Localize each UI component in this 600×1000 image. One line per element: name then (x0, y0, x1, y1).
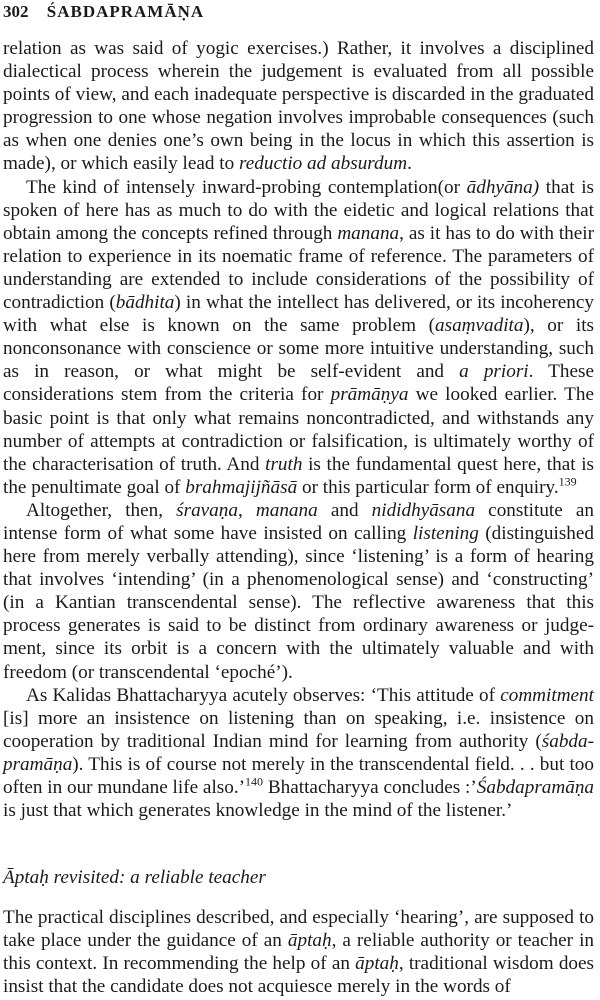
text-run: and (317, 499, 372, 521)
italic-term: śravaṇa (176, 499, 238, 521)
text-run: [is] more an insistence on listening than on speaking, i.e. insistence on cooperation by traditional Indian mind for learning from authority ( (3, 707, 594, 752)
italic-term: truth (265, 453, 303, 475)
text-run: ) in what the intellect has delivered, or its incoherency with what else is known on the same problem ( (3, 292, 594, 337)
italic-term: brahmajijñāsā (185, 476, 298, 498)
text-run: is the fundamental quest here, that is the penultimate goal of (3, 453, 594, 498)
text-run: relation as was said of yogic exercises.) Rather, it involves a disciplined dialectical process wherein the judgement is evaluated from all possible points of view, and each inadequate perspective is discarded in the graduated progression to one whose negation involves improbable consequences (such as when one denies one’s own being in the locus in which this assertion is made), or which easily lead to (3, 38, 594, 175)
italic-term: nididhyāsana (371, 499, 476, 521)
text-run: The kind of intensely inward-probing contemplation(or (26, 176, 467, 198)
paragraph (3, 906, 594, 998)
footnote-ref: 139 (558, 474, 577, 489)
section-text (3, 906, 594, 998)
section-heading: Āptaḥ revisited: a reliable teacher (3, 867, 266, 888)
italic-term: manana (255, 499, 318, 521)
text-run: , traditional wisdom does insist that the candidate does not acquiesce merely in the words of (3, 953, 594, 998)
italic-term: listening (412, 522, 479, 544)
paragraph (3, 176, 594, 499)
running-header (3, 2, 593, 22)
italic-term: ādhyāna) (466, 176, 540, 198)
page-number: 302 (3, 2, 29, 21)
italic-term: Śabdapramāṇa (476, 777, 595, 798)
text-run: is just that which generates knowledge in the mind of the listener.’ (3, 800, 513, 822)
main-text (3, 37, 594, 822)
text-run: As Kalidas Bhattacharyya acutely observes: ‘This attitude of (26, 684, 501, 706)
text-run: The practical disciplines described, and especially ‘hearing’, are supposed to take place under the guidance of an (3, 907, 594, 952)
text-run: . These considerations stem from the criteria for (3, 361, 594, 406)
text-run: that is spoken of here has as much to do with the eidetic and logical relations that obtain among the concepts refined through (3, 176, 594, 244)
italic-term: śabdapramāṇa (3, 730, 594, 775)
italic-term: commitment (500, 684, 594, 706)
text-run: , a reliable authority or teacher in this context. In recommending the help of an (3, 930, 594, 975)
paragraph (3, 37, 594, 176)
text-run: . (407, 153, 412, 175)
italic-term: prāmāṇya (330, 384, 409, 406)
text-run: Bhattacharyya concludes :’ (263, 777, 477, 798)
text-run: or this particular form of enquiry. (297, 476, 559, 498)
italic-term: reductio ad absurdum (239, 153, 408, 175)
italic-term: a priori (459, 361, 529, 383)
italic-term: asaṃvadita (435, 315, 524, 337)
italic-term: āptaḥ (355, 953, 399, 975)
paragraph (3, 499, 594, 684)
italic-term: manana (337, 222, 400, 244)
text-run: , (237, 499, 256, 521)
text-run: ), or its nonconsonance with conscience or some more intuitive understanding, such as in reason, or what might be self-evident and (3, 315, 594, 383)
text-run: Altogether, then, (26, 499, 177, 521)
paragraph (3, 684, 594, 823)
footnote-ref: 140 (245, 774, 264, 789)
text-run: constitute an intense form of what some have insisted on calling (3, 499, 595, 544)
italic-term: āptaḥ (287, 930, 332, 952)
text-run: (distinguished here from merely verbally attending), since ‘listening’ is a form of hearing that involves ‘intending’ (in a phenomenological sense) and ‘constructing’ (in a Kantian transcendental sense). The reflective awareness that this process generates is said to be distinct from ordinary awareness or judgement, since its orbit is a concern with the ultimately valuable and with freedom (or transcendental ‘epoché’). (3, 522, 594, 683)
text-run: we looked earlier. The basic point is that only what remains noncontradicted, and withstands any number of attempts at contradiction or falsification, is ultimately worthy of the characterisation of truth. And (3, 384, 594, 475)
italic-term: bādhita (115, 292, 175, 314)
running-title: ŚABDAPRAMĀṆA (46, 2, 205, 21)
text-run: , as it has to do with their relation to experience in its noematic frame of reference. The parameters of understanding are extended to include considerations of the possibility of contradiction ( (3, 222, 594, 314)
text-run: ). This is of course not merely in the transcendental field. . . but too often in our mundane life also.’ (3, 753, 594, 798)
